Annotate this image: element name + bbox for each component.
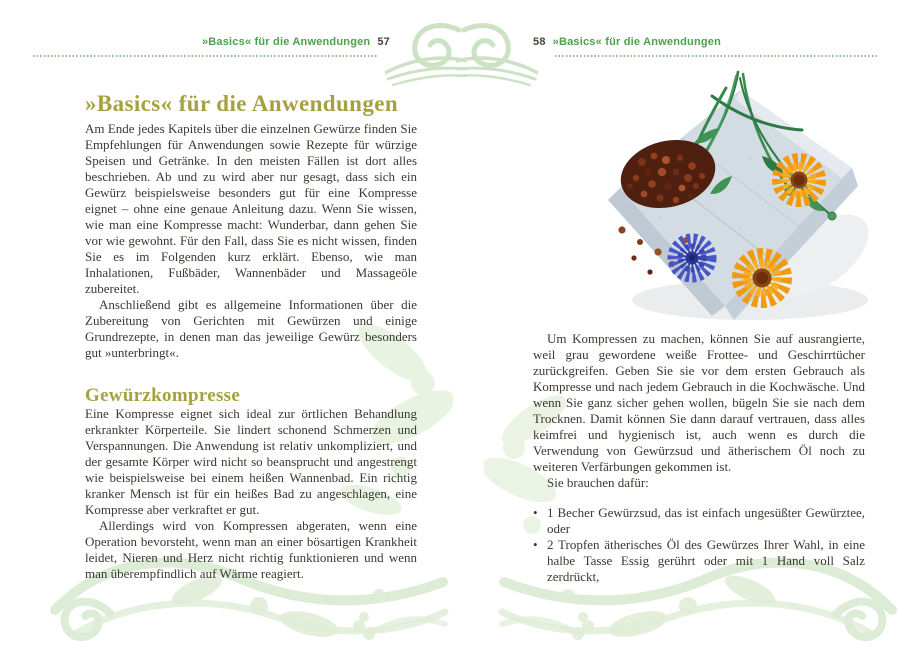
list-item-text: 2 Tropfen ätherisches Öl des Gewürzes Ihrer Wahl, in eine halbe Tasse Essig gerührt oder mit 1 Hand voll Salz zerdrückt,	[547, 537, 865, 584]
bullet-marker: •	[533, 537, 538, 552]
running-header-label: »Basics« für die Anwendungen	[201, 36, 371, 48]
bullet-marker: •	[533, 505, 538, 520]
paragraph: Sie brauchen dafür:	[547, 475, 649, 490]
page-number: 57	[377, 36, 390, 48]
swirl-ornament-icon	[456, 18, 538, 88]
paragraph: Allerdings wird von Kompressen abgeraten, wenn eine Operation bevorsteht, wenn man an einer bösartigen Krankheit leidet, Nieren und Herz nicht richtig funktionieren und wenn man überempfindlich auf Wärme reagiert.	[85, 518, 417, 581]
book-page-left	[33, 0, 445, 648]
paragraph: Eine Kompresse eignet sich ideal zur örtlichen Behandlung erkrankter Körperteile. Sie lindert schonend Schmerzen und Verspannungen. Die Anwendung ist relativ unkompliziert, und der gesamte Körper wird nicht so beansprucht und angestrengt wie beispielsweise bei einem heißen Wannenbad. Ein richtig kranker Mensch ist für ein heißes Bad zu angeschlagen, eine Kompresse aber verkraftet er gut.	[85, 406, 417, 517]
chapter-title: »Basics« für die Anwendungen	[85, 91, 399, 117]
section-paragraphs	[85, 406, 417, 582]
running-header-label: »Basics« für die Anwendungen	[552, 36, 722, 48]
page-number: 58	[533, 36, 546, 48]
running-header	[533, 36, 721, 48]
header-dotted-rule	[33, 55, 378, 57]
ingredient-list	[533, 505, 865, 585]
list-item-text: 1 Becher Gewürzsud, das ist einfach ungesüßter Gewürztee, oder	[547, 505, 865, 536]
section-heading: Gewürzkompresse	[85, 384, 241, 406]
header-dotted-rule	[555, 55, 878, 57]
swirl-ornament-icon	[385, 18, 467, 88]
running-header	[33, 36, 390, 48]
paragraph: Am Ende jedes Kapitels über die einzelnen Gewürze finden Sie Empfehlungen für Anwendungen sowie Rezepte für würzige Speisen und Getränke. In den meisten Fällen ist dort alles beschrieben. Ab und zu wird aber nur gesagt, dass sich ein Gewürz beispielsweise besonders gut für eine Kompresse eignet – ohne eine genaue Anleitung dazu. Wenn Sie wissen, wie man eine Kompresse macht: Wunderbar, dann gehen Sie vor wie gewohnt. Für den Fall, dass Sie es nicht wissen, finden Sie es im Folgenden kurz erklärt. Ebenso, wie man Inhalationen, Fußbäder, Wannenbäder und Massageöle zubereitet.	[85, 121, 417, 296]
paragraph: Um Kompressen zu machen, können Sie auf ausrangierte, weil grau gewordene weiße Frottee- und Geschirrtücher zurückgreifen. Geben Sie sie vor dem ersten Gebrauch als Kompresse und nach jedem Gebrauch in die Kochwäsche. Und wenn Sie ganz sicher gehen wollen, bügeln Sie sie nach dem Trocknen. Damit können Sie dann darauf vertrauen, dass alles keimfrei und hygienisch ist, auch wenn es durch die Verwendung von Gewürzsud und ätherischem Öl noch zu weiteren Verfärbungen gekommen ist.	[533, 331, 865, 474]
paragraph: Anschließend gibt es allgemeine Informationen über die Zubereitung von Gerichten mit Gewürzen und einige Grundrezepte, in denen man das jeweilige Gewürz besonders gut »unterbringt«.	[85, 297, 417, 360]
herbs-compress-photo	[590, 68, 880, 330]
list-item	[533, 505, 865, 537]
book-page-right	[490, 0, 917, 648]
intro-paragraphs	[85, 121, 417, 361]
list-item	[533, 537, 865, 585]
body-paragraphs	[533, 331, 865, 491]
